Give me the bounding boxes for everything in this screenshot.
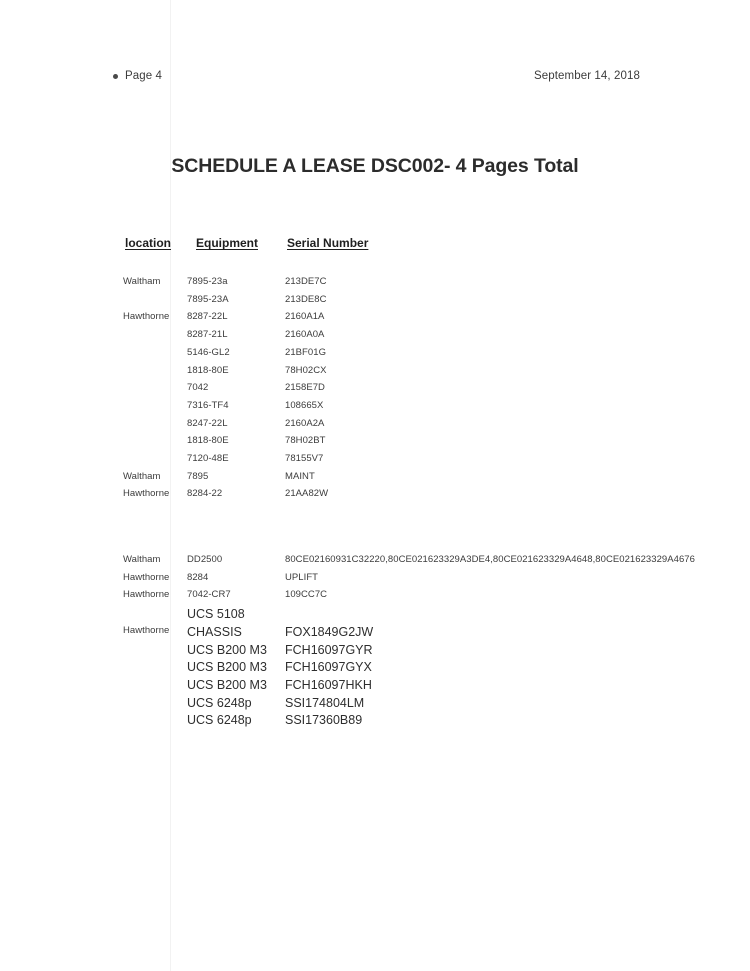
table-row (0, 382, 750, 398)
cell-location: Waltham (123, 276, 161, 287)
table-row (0, 660, 750, 676)
column-header-equipment: Equipment (196, 236, 258, 250)
cell-serial-number: 213DE8C (285, 293, 327, 305)
table-row (0, 589, 750, 605)
cell-location: Waltham (123, 554, 161, 565)
table-row (0, 311, 750, 327)
table-row (0, 471, 750, 487)
cell-equipment: UCS 6248p (187, 695, 252, 710)
table-row (0, 435, 750, 451)
cell-location: Hawthorne (123, 571, 170, 583)
cell-equipment: 7895 (187, 470, 209, 482)
cell-equipment: 7120-48E (187, 453, 229, 464)
page-number-label: Page 4 (125, 70, 163, 82)
cell-equipment: UCS B200 M3 (187, 660, 267, 675)
table-row (0, 418, 750, 434)
page-header (0, 70, 750, 90)
table-row (0, 276, 750, 292)
table-row (0, 294, 750, 310)
cell-serial-number: SSI17360B89 (285, 713, 363, 728)
cell-serial-number: 80CE02160931C32220,80CE021623329A3DE4,80CE021623329A4648,80CE021623329A4676 (285, 554, 695, 565)
column-header-location: location (125, 236, 172, 250)
cell-serial-number: 2160A2A (285, 417, 325, 429)
cell-serial-number: 78H02BT (285, 435, 326, 447)
cell-serial-number: FCH16097HKH (285, 677, 372, 692)
table-row (0, 347, 750, 363)
document-title: SCHEDULE A LEASE DSC002- 4 Pages Total (171, 155, 579, 177)
table-row (0, 678, 750, 694)
cell-equipment: UCS B200 M3 (187, 642, 267, 657)
cell-serial-number: SSI174804LM (285, 695, 365, 710)
cell-equipment: DD2500 (187, 554, 223, 565)
table-row (0, 607, 750, 623)
cell-serial-number: 78155V7 (285, 453, 324, 464)
cell-serial-number: 2160A0A (285, 329, 325, 341)
cell-equipment: 7042-CR7 (187, 589, 231, 601)
table-row (0, 554, 750, 570)
cell-equipment: 7895-23A (187, 293, 229, 305)
cell-equipment: UCS 6248p (187, 713, 252, 728)
cell-location: Hawthorne (123, 488, 170, 500)
table-row (0, 643, 750, 659)
table-row (0, 625, 750, 641)
page-number-marker (113, 70, 162, 82)
table-header-row (0, 236, 750, 252)
cell-location: Waltham (123, 470, 161, 482)
column-header-serial-number: Serial Number (287, 236, 369, 250)
cell-equipment: 8284 (187, 571, 209, 583)
table-row (0, 400, 750, 416)
cell-serial-number: FCH16097GYR (285, 642, 373, 657)
cell-serial-number: 213DE7C (285, 276, 327, 287)
cell-equipment: UCS 5108 (187, 607, 245, 622)
cell-serial-number: 21BF01G (285, 346, 327, 358)
cell-equipment: 7895-23a (187, 276, 228, 287)
cell-location: Hawthorne (123, 311, 170, 323)
cell-equipment: 5146-GL2 (187, 346, 230, 358)
cell-equipment: 7042 (187, 382, 209, 394)
cell-serial-number: 78H02CX (285, 364, 327, 376)
cell-equipment: 8287-22L (187, 311, 228, 323)
table-row (0, 572, 750, 588)
table-row (0, 713, 750, 729)
table-row (0, 488, 750, 504)
cell-serial-number: 108665X (285, 399, 324, 411)
table-row (0, 453, 750, 469)
document-date: September 14, 2018 (533, 70, 640, 82)
table-row (0, 365, 750, 381)
cell-equipment: 8284-22 (187, 488, 223, 500)
cell-serial-number: MAINT (285, 470, 315, 482)
cell-serial-number: 21AA82W (285, 488, 329, 500)
cell-location: Hawthorne (123, 589, 170, 601)
cell-location: Hawthorne (123, 624, 170, 636)
cell-equipment: CHASSIS (187, 624, 242, 639)
cell-serial-number: 109CC7C (285, 589, 328, 601)
table-row (0, 329, 750, 345)
cell-serial-number: UPLIFT (285, 571, 319, 583)
table-row (0, 696, 750, 712)
bullet-dot-icon (113, 74, 118, 79)
cell-equipment: 8287-21L (187, 329, 228, 341)
cell-serial-number: 2160A1A (285, 311, 325, 323)
cell-equipment: UCS B200 M3 (187, 677, 267, 692)
cell-equipment: 1818-80E (187, 364, 229, 376)
cell-serial-number: FOX1849G2JW (285, 624, 374, 639)
cell-equipment: 1818-80E (187, 435, 229, 447)
cell-serial-number: 2158E7D (285, 382, 325, 394)
cell-serial-number: FCH16097GYX (285, 660, 372, 675)
cell-equipment: 7316-TF4 (187, 399, 229, 411)
cell-equipment: 8247-22L (187, 417, 228, 429)
